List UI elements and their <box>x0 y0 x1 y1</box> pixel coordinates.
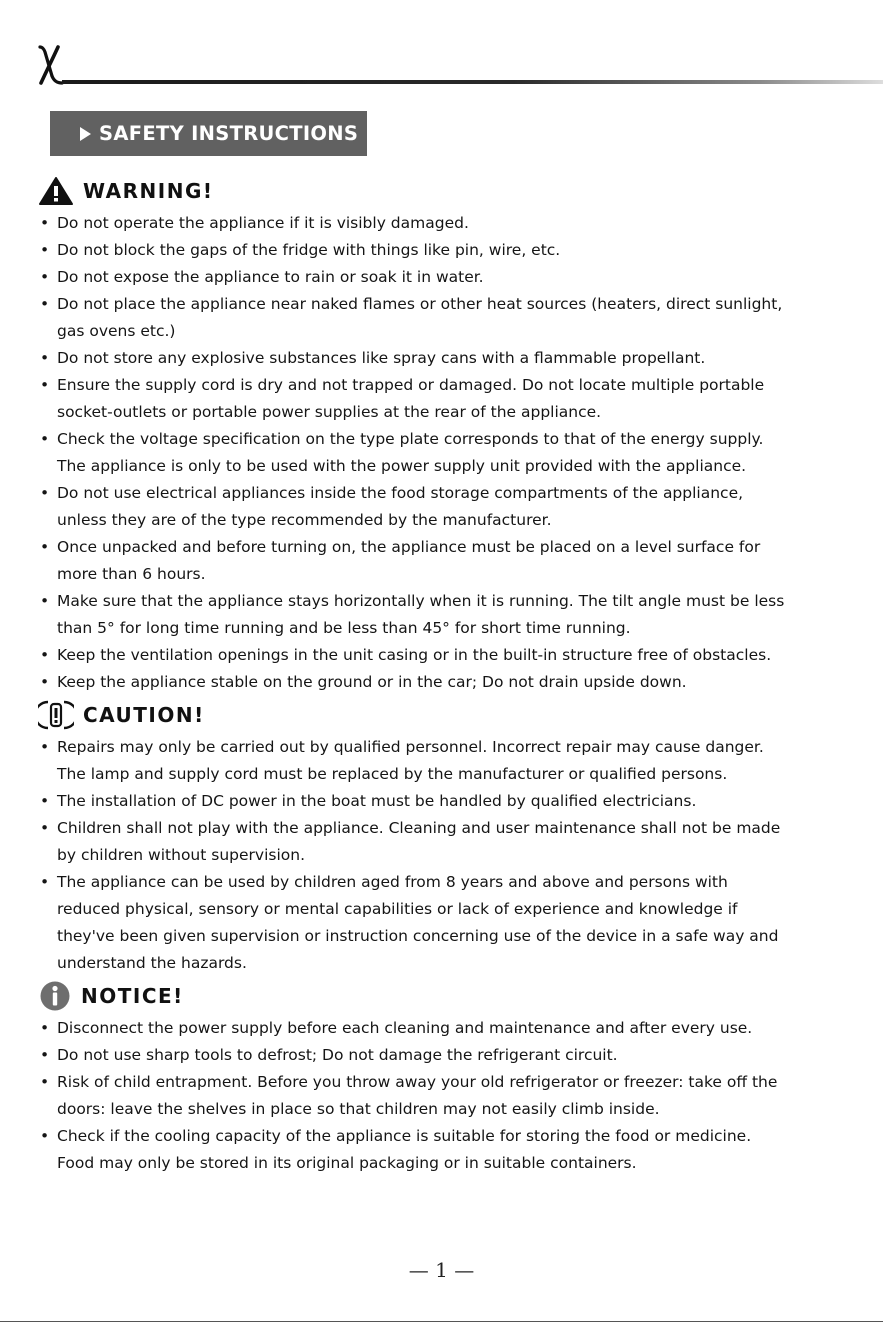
banner-title: SAFETY INSTRUCTIONS <box>99 122 359 145</box>
bullet-icon: • <box>40 538 50 556</box>
list-item <box>38 345 844 372</box>
list-item-line: understand the hazards. <box>57 954 247 972</box>
list-item-line: Make sure that the appliance stays horizontally when it is running. The tilt angle must be less <box>57 592 785 610</box>
page-number: — 1 — <box>408 1258 475 1282</box>
list-item <box>38 291 844 345</box>
bottom-rule <box>0 1321 883 1322</box>
list-item-line: Do not use sharp tools to defrost; Do not damage the refrigerant circuit. <box>57 1046 618 1064</box>
play-triangle-icon <box>80 127 91 141</box>
list-item <box>38 1069 844 1123</box>
list-item-line: unless they are of the type recommended by the manufacturer. <box>57 511 552 529</box>
caution-heading-text: CAUTION! <box>83 703 205 727</box>
list-item-line: Do not block the gaps of the fridge with things like pin, wire, etc. <box>57 241 561 259</box>
list-item <box>38 480 844 534</box>
list-item-line: The lamp and supply cord must be replaced by the manufacturer or qualified persons. <box>57 765 728 783</box>
bullet-icon: • <box>40 646 50 664</box>
list-item-line: Disconnect the power supply before each cleaning and maintenance and after every use. <box>57 1019 753 1037</box>
list-item-line: they've been given supervision or instruction concerning use of the device in a safe way and <box>57 927 779 945</box>
list-item-line: Children shall not play with the appliance. Cleaning and user maintenance shall not be made <box>57 819 781 837</box>
list-item <box>38 669 844 696</box>
list-item-line: Keep the ventilation openings in the unit casing or in the built-in structure free of obstacles. <box>57 646 772 664</box>
list-item-line: socket-outlets or portable power supplies at the rear of the appliance. <box>57 403 602 421</box>
bullet-icon: • <box>40 349 50 367</box>
bullet-icon: • <box>40 214 50 232</box>
list-item-line: Check the voltage specification on the type plate corresponds to that of the energy supply. <box>57 430 764 448</box>
bullet-icon: • <box>40 1127 50 1145</box>
list-item-line: more than 6 hours. <box>57 565 206 583</box>
list-item <box>38 210 844 237</box>
info-circle-icon <box>38 980 81 1012</box>
bullet-icon: • <box>40 376 50 394</box>
list-item-line: doors: leave the shelves in place so that children may not easily climb inside. <box>57 1100 660 1118</box>
list-item <box>38 1042 844 1069</box>
notice-heading <box>38 977 844 1015</box>
list-item <box>38 237 844 264</box>
list-item-line: The appliance can be used by children aged from 8 years and above and persons with <box>57 873 728 891</box>
list-item <box>38 426 844 480</box>
list-item-line: by children without supervision. <box>57 846 305 864</box>
bullet-icon: • <box>40 592 50 610</box>
bullet-icon: • <box>40 1019 50 1037</box>
bullet-icon: • <box>40 738 50 756</box>
list-item-line: Check if the cooling capacity of the appliance is suitable for storing the food or medicine. <box>57 1127 752 1145</box>
list-item <box>38 869 844 977</box>
bullet-icon: • <box>40 430 50 448</box>
list-item-line: than 5° for long time running and be less than 45° for short time running. <box>57 619 631 637</box>
list-item-line: Ensure the supply cord is dry and not trapped or damaged. Do not locate multiple portable <box>57 376 765 394</box>
list-item <box>38 264 844 291</box>
warning-heading <box>38 172 844 210</box>
list-item <box>38 1015 844 1042</box>
bullet-icon: • <box>40 241 50 259</box>
bullet-icon: • <box>40 673 50 691</box>
bullet-icon: • <box>40 295 50 313</box>
caution-heading <box>38 696 844 734</box>
list-item <box>38 815 844 869</box>
warning-triangle-icon <box>38 176 83 206</box>
list-item-line: Food may only be stored in its original packaging or in suitable containers. <box>57 1154 637 1172</box>
exclamation-circle-icon <box>38 699 83 731</box>
warning-heading-text: WARNING! <box>83 179 214 203</box>
list-item <box>38 734 844 788</box>
list-item-line: Do not use electrical appliances inside the food storage compartments of the appliance, <box>57 484 744 502</box>
bullet-icon: • <box>40 1073 50 1091</box>
list-item-line: reduced physical, sensory or mental capabilities or lack of experience and knowledge if <box>57 900 738 918</box>
bullet-icon: • <box>40 792 50 810</box>
list-item-line: Once unpacked and before turning on, the appliance must be placed on a level surface for <box>57 538 761 556</box>
list-item <box>38 642 844 669</box>
list-item-line: Do not expose the appliance to rain or soak it in water. <box>57 268 484 286</box>
list-item <box>38 788 844 815</box>
bullet-icon: • <box>40 1046 50 1064</box>
list-item <box>38 372 844 426</box>
bullet-icon: • <box>40 484 50 502</box>
list-item-line: Do not place the appliance near naked flames or other heat sources (heaters, direct sunlight, <box>57 295 783 313</box>
list-item-line: Risk of child entrapment. Before you throw away your old refrigerator or freezer: take off the <box>57 1073 778 1091</box>
list-item-line: The appliance is only to be used with the power supply unit provided with the appliance. <box>57 457 747 475</box>
list-item <box>38 588 844 642</box>
list-item-line: The installation of DC power in the boat must be handled by qualified electricians. <box>57 792 697 810</box>
list-item-line: Do not operate the appliance if it is visibly damaged. <box>57 214 469 232</box>
list-item-line: Do not store any explosive substances like spray cans with a flammable propellant. <box>57 349 706 367</box>
bullet-icon: • <box>40 819 50 837</box>
bullet-icon: • <box>40 268 50 286</box>
list-item-line: Keep the appliance stable on the ground or in the car; Do not drain upside down. <box>57 673 687 691</box>
list-item-line: gas ovens etc.) <box>57 322 176 340</box>
bullet-icon: • <box>40 873 50 891</box>
notice-heading-text: NOTICE! <box>81 984 184 1008</box>
section-banner <box>50 111 367 156</box>
header-rule <box>62 80 883 84</box>
list-item <box>38 534 844 588</box>
list-item <box>38 1123 844 1177</box>
safety-content <box>38 172 844 1177</box>
list-item-line: Repairs may only be carried out by qualified personnel. Incorrect repair may cause danger. <box>57 738 764 756</box>
